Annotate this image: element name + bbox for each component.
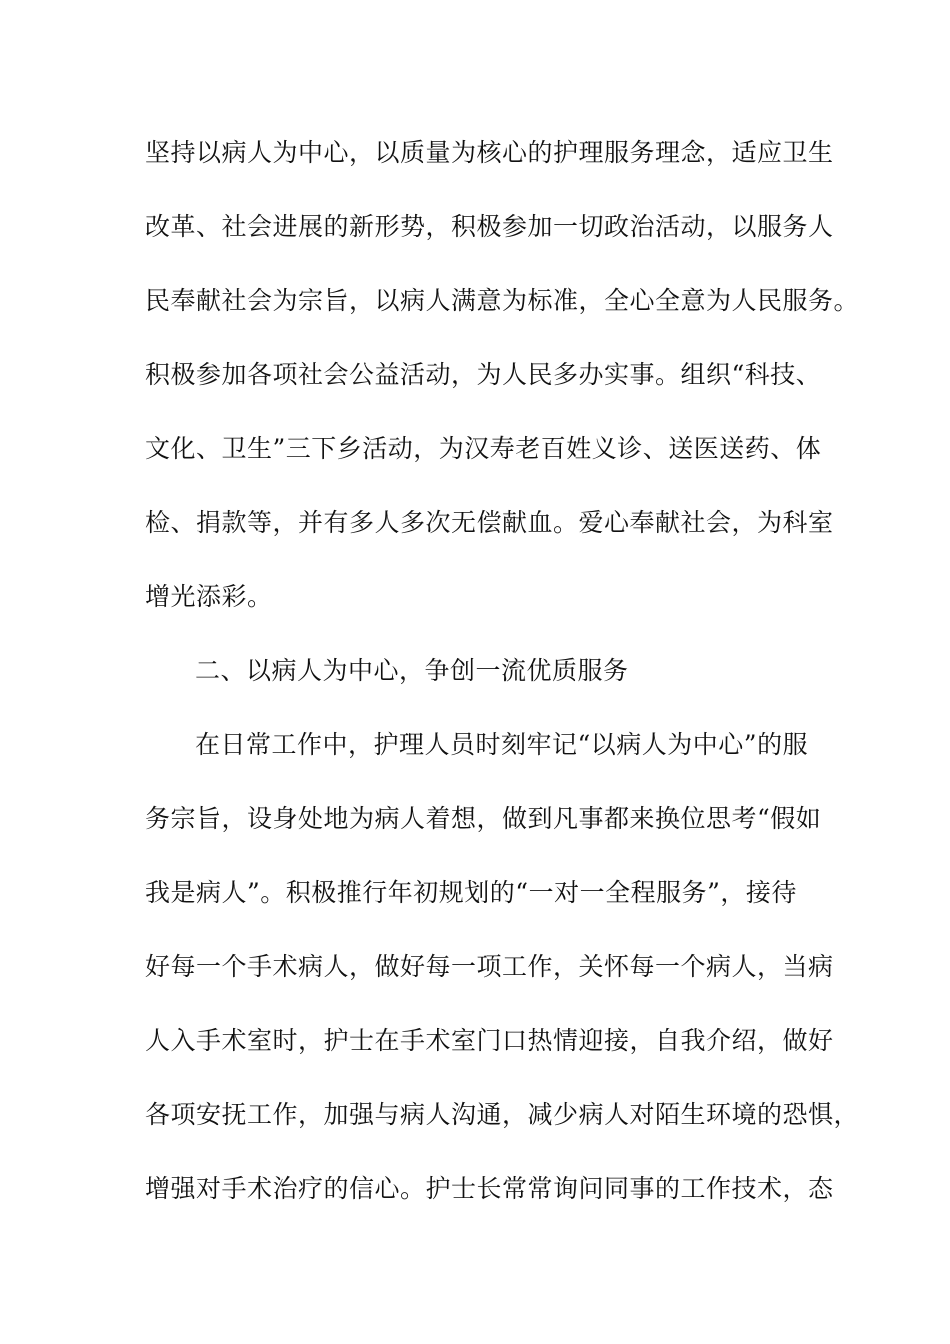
text-line: 积极参加各项社会公益活动，为人民多办实事。组织“科技、 xyxy=(145,360,822,389)
text-line: 检、捐款等，并有多人多次无偿献血。爱心奉献社会，为科室 xyxy=(145,508,834,537)
text-line: 文化、卫生”三下乡活动，为汉寿老百姓义诊、送医送药、体 xyxy=(145,434,822,463)
text-line: 坚持以病人为中心，以质量为核心的护理服务理念，适应卫生 xyxy=(145,138,834,167)
text-line: 民奉献社会为宗旨，以病人满意为标准，全心全意为人民服务。 xyxy=(145,286,860,315)
text-line: 好每一个手术病人，做好每一项工作，关怀每一个病人，当病 xyxy=(145,952,834,981)
text-line: 人入手术室时，护士在手术室门口热情迎接，自我介绍，做好 xyxy=(145,1026,834,1055)
text-line: 在日常工作中，护理人员时刻牢记“以病人为中心”的服 xyxy=(195,730,809,759)
text-line: 务宗旨，设身处地为病人着想，做到凡事都来换位思考“假如 xyxy=(145,804,822,833)
text-line: 改革、社会进展的新形势，积极参加一切政治活动，以服务人 xyxy=(145,212,834,241)
text-line: 增光添彩。 xyxy=(145,582,273,611)
text-line: 我是病人”。积极推行年初规划的“一对一全程服务”，接待 xyxy=(145,878,797,907)
text-line: 各项安抚工作，加强与病人沟通，减少病人对陌生环境的恐惧， xyxy=(145,1100,860,1129)
section-heading: 二、以病人为中心，争创一流优质服务 xyxy=(195,656,629,685)
document-body xyxy=(145,130,860,1240)
text-line: 增强对手术治疗的信心。护士长常常询问同事的工作技术，态 xyxy=(145,1174,834,1203)
